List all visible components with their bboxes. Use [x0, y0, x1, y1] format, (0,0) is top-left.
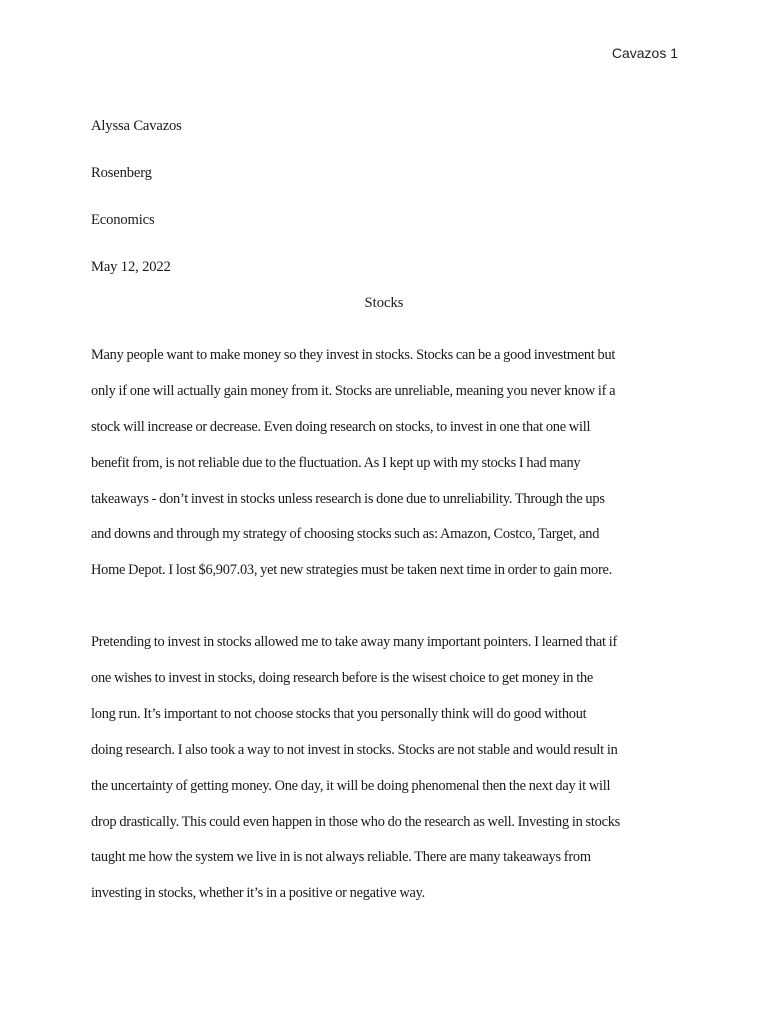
paragraph	[91, 625, 683, 912]
paragraph-line: taught me how the system we live in is not always reliable. There are many takeaways from	[91, 849, 591, 866]
paragraph-line: takeaways - don’t invest in stocks unless research is done due to unreliability. Through the ups	[91, 490, 605, 507]
paragraph-line: only if one will actually gain money from it. Stocks are unreliable, meaning you never know if a	[91, 382, 616, 399]
paragraph-line: stock will increase or decrease. Even doing research on stocks, to invest in one that one will	[91, 418, 591, 435]
paragraph-line: Pretending to invest in stocks allowed me to take away many important pointers. I learned that if	[91, 634, 618, 651]
paragraph-line: the uncertainty of getting money. One day, it will be doing phenomenal then the next day it will	[91, 777, 611, 794]
author-name: Alyssa Cavazos	[91, 118, 182, 134]
course-name: Economics	[91, 212, 155, 228]
paragraph	[91, 338, 683, 589]
document-title: Stocks	[364, 295, 404, 311]
paragraph-line: drop drastically. This could even happen in those who do the research as well. Investing in stocks	[91, 813, 620, 830]
document-body	[91, 338, 683, 912]
instructor-name: Rosenberg	[91, 165, 152, 181]
paragraph-line: doing research. I also took a way to not invest in stocks. Stocks are not stable and would result in	[91, 741, 618, 758]
paragraph-line: long run. It’s important to not choose stocks that you personally think will do good without	[91, 705, 587, 722]
running-head: Cavazos 1	[611, 45, 678, 61]
paragraph-line: Many people want to make money so they invest in stocks. Stocks can be a good investment but	[91, 347, 616, 363]
paragraph-spacer	[91, 589, 683, 625]
header-block	[91, 103, 681, 291]
paragraph-line: and downs and through my strategy of choosing stocks such as: Amazon, Costco, Target, and	[91, 526, 600, 543]
document-date: May 12, 2022	[91, 259, 171, 275]
paragraph-line: one wishes to invest in stocks, doing research before is the wisest choice to get money in the	[91, 670, 594, 687]
paragraph-line: investing in stocks, whether it’s in a positive or negative way.	[91, 885, 425, 902]
paragraph-line: benefit from, is not reliable due to the fluctuation. As I kept up with my stocks I had many	[91, 454, 581, 471]
paragraph-line: Home Depot. I lost $6,907.03, yet new strategies must be taken next time in order to gain more.	[91, 562, 612, 579]
